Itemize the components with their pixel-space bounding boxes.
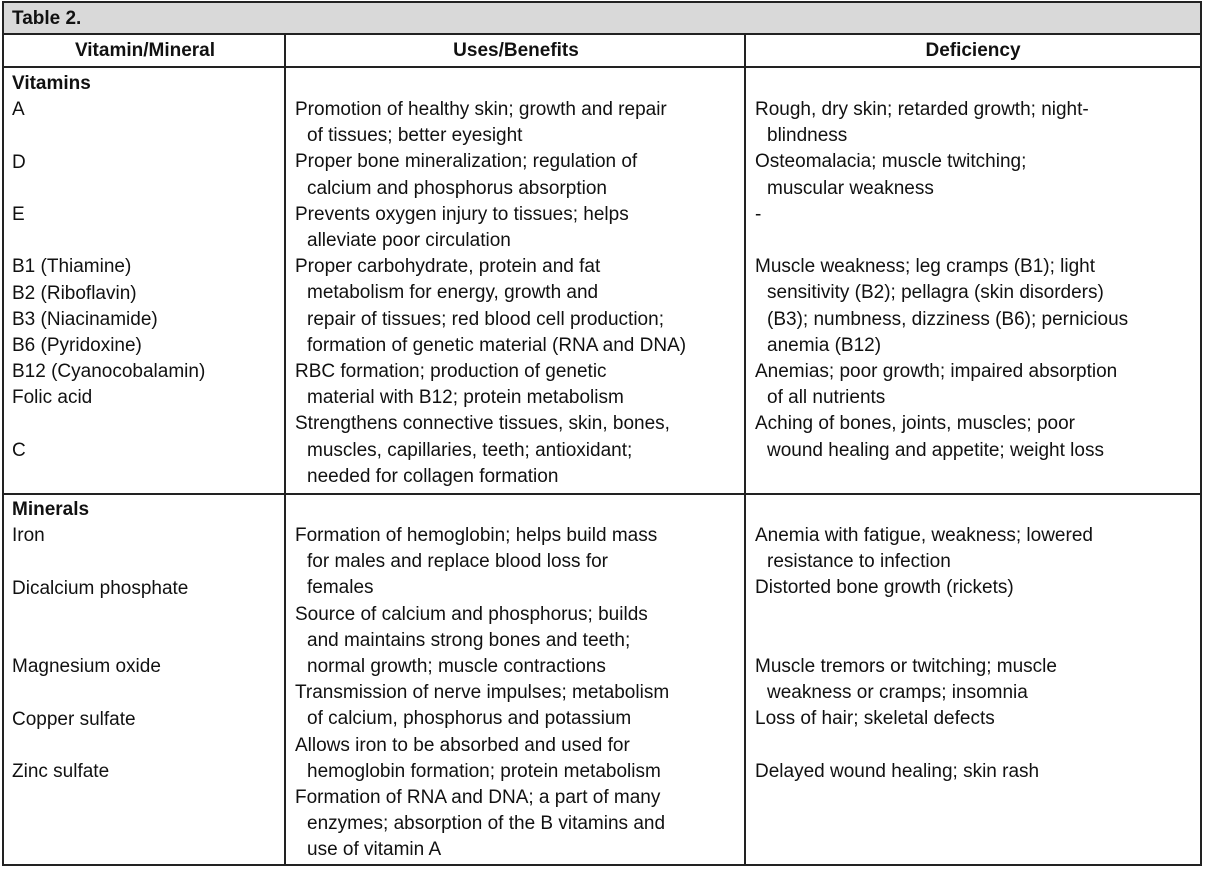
vitamin-name: C (12, 439, 26, 461)
header-vitamin-mineral: Vitamin/Mineral (4, 35, 286, 68)
uses-line: muscles, capillaries, teeth; antioxidant; (307, 439, 633, 461)
section-label-minerals: Minerals (12, 499, 90, 520)
vitamins-deficiency-column (755, 97, 1201, 464)
vitamin-name: B12 (Cyanocobalamin) (12, 361, 206, 383)
uses-line: of tissues; better eyesight (307, 125, 523, 147)
deficiency-line: wound healing and appetite; weight loss (767, 439, 1104, 461)
uses-line: alleviate poor circulation (307, 230, 511, 252)
deficiency-line: of all nutrients (767, 387, 886, 409)
header-deficiency: Deficiency (746, 35, 1200, 68)
vitamin-name: B6 (Pyridoxine) (12, 335, 142, 357)
uses-line: use of vitamin A (307, 839, 442, 861)
uses-line: Source of calcium and phosphorus; builds (295, 603, 648, 625)
uses-line: enzymes; absorption of the B vitamins and (307, 813, 666, 835)
section-label-vitamins: Vitamins (12, 73, 91, 94)
uses-line: Prevents oxygen injury to tissues; helps (295, 203, 629, 225)
table-title: Table 2. (12, 8, 82, 29)
deficiency-line: resistance to infection (767, 551, 951, 573)
deficiency-line: Aching of bones, joints, muscles; poor (755, 413, 1076, 435)
column-divider (284, 35, 286, 864)
vitamin-name: B3 (Niacinamide) (12, 308, 158, 330)
deficiency-line: Loss of hair; skeletal defects (755, 708, 995, 730)
vitamin-name: B1 (Thiamine) (12, 256, 132, 278)
uses-line: Formation of RNA and DNA; a part of many (295, 787, 661, 809)
deficiency-line: sensitivity (B2); pellagra (skin disorders) (767, 282, 1104, 304)
deficiency-line: Muscle tremors or twitching; muscle (755, 656, 1057, 678)
minerals-name-column (12, 497, 280, 785)
deficiency-line: - (755, 203, 762, 225)
uses-line: repair of tissues; red blood cell production; (307, 308, 664, 330)
vitamins-name-column (12, 71, 280, 464)
deficiency-line: Distorted bone growth (rickets) (755, 577, 1014, 599)
uses-line: Transmission of nerve impulses; metabolism (295, 682, 670, 704)
uses-line: of calcium, phosphorus and potassium (307, 708, 632, 730)
mineral-name: Magnesium oxide (12, 656, 161, 678)
mineral-name: Zinc sulfate (12, 761, 110, 783)
mineral-name: Copper sulfate (12, 708, 136, 730)
deficiency-line: blindness (767, 125, 848, 147)
uses-line: normal growth; muscle contractions (307, 656, 606, 678)
deficiency-line: Anemias; poor growth; impaired absorption (755, 361, 1118, 383)
uses-line: needed for collagen formation (307, 465, 559, 487)
uses-line: females (307, 577, 374, 599)
deficiency-line: Rough, dry skin; retarded growth; night- (755, 99, 1089, 120)
nutrient-table (2, 1, 1202, 866)
vitamin-name: D (12, 151, 26, 173)
uses-line: calcium and phosphorus absorption (307, 177, 607, 199)
mineral-name: Dicalcium phosphate (12, 577, 189, 599)
deficiency-line: muscular weakness (767, 177, 934, 199)
header-uses-benefits: Uses/Benefits (286, 35, 746, 68)
uses-line: Promotion of healthy skin; growth and repair (295, 99, 667, 120)
deficiency-line: Delayed wound healing; skin rash (755, 760, 1040, 782)
minerals-deficiency-column (755, 523, 1201, 785)
vitamin-name: E (12, 204, 25, 226)
uses-line: for males and replace blood loss for (307, 551, 608, 573)
uses-line: hemoglobin formation; protein metabolism (307, 760, 661, 782)
deficiency-line: Osteomalacia; muscle twitching; (755, 151, 1027, 173)
deficiency-line: (B3); numbness, dizziness (B6); pernicious (767, 308, 1129, 330)
uses-line: Proper bone mineralization; regulation of (295, 151, 638, 173)
uses-line: and maintains strong bones and teeth; (307, 629, 631, 651)
deficiency-line: weakness or cramps; insomnia (767, 682, 1028, 704)
vitamin-name: B2 (Riboflavin) (12, 282, 137, 304)
deficiency-line: Anemia with fatigue, weakness; lowered (755, 525, 1093, 546)
column-divider (744, 35, 746, 864)
uses-line: Strengthens connective tissues, skin, bones, (295, 413, 670, 435)
minerals-uses-column (295, 523, 741, 864)
vitamin-name: Folic acid (12, 387, 93, 409)
section-divider (4, 493, 1200, 495)
vitamin-name: A (12, 99, 25, 121)
uses-line: Proper carbohydrate, protein and fat (295, 256, 601, 278)
uses-line: RBC formation; production of genetic (295, 361, 607, 383)
uses-line: material with B12; protein metabolism (307, 387, 624, 409)
uses-line: Allows iron to be absorbed and used for (295, 734, 630, 756)
table-title-bar (4, 3, 1200, 35)
uses-line: Formation of hemoglobin; helps build mass (295, 525, 658, 546)
deficiency-line: anemia (B12) (767, 334, 882, 356)
deficiency-line: Muscle weakness; leg cramps (B1); light (755, 256, 1096, 278)
uses-line: metabolism for energy, growth and (307, 282, 599, 304)
uses-line: formation of genetic material (RNA and DNA) (307, 334, 687, 356)
mineral-name: Iron (12, 525, 45, 547)
vitamins-uses-column (295, 97, 741, 490)
